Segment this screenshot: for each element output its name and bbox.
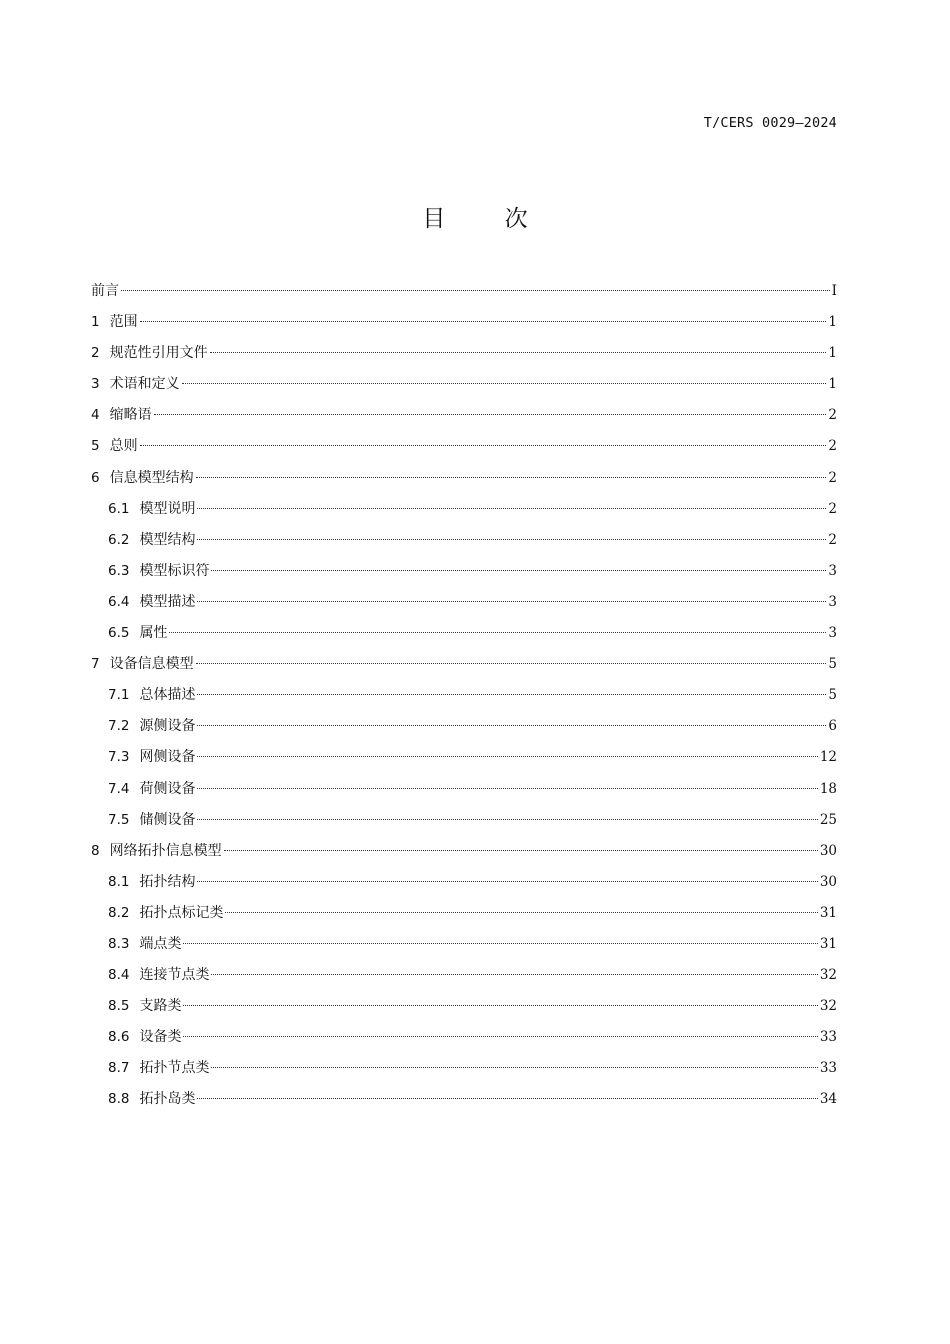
toc-entry-label: 支路类 (139, 998, 182, 1015)
toc-entry-number: 8.4 (108, 967, 130, 984)
toc-entry-label: 连接节点类 (139, 967, 210, 984)
toc-entry-page: 31 (819, 935, 837, 952)
toc-entry[interactable] (91, 649, 837, 680)
toc-entry[interactable] (91, 680, 837, 711)
toc-entry-label: 缩略语 (109, 407, 152, 424)
dot-leader (169, 632, 826, 633)
toc-entry-label: 网侧设备 (139, 749, 196, 766)
toc-entry-label: 拓扑点标记类 (139, 904, 224, 921)
table-of-contents (91, 276, 837, 1116)
dot-leader (224, 850, 818, 851)
toc-entry-page: 2 (828, 500, 837, 517)
toc-entry-page: 2 (828, 531, 837, 548)
toc-entry-label: 网络拓扑信息模型 (109, 842, 222, 859)
dot-leader (197, 788, 817, 789)
toc-entry-page: 32 (819, 998, 837, 1015)
dot-leader (140, 445, 827, 446)
dot-leader (197, 756, 817, 757)
toc-entry-number: 6.5 (108, 625, 130, 642)
dot-leader (197, 539, 826, 540)
dot-leader (197, 881, 817, 882)
toc-entry-label: 拓扑节点类 (139, 1060, 210, 1077)
toc-entry[interactable] (91, 463, 837, 494)
toc-entry-label: 术语和定义 (109, 376, 180, 393)
toc-entry[interactable] (91, 276, 837, 307)
toc-entry-page: 1 (828, 314, 837, 331)
toc-entry-page: 32 (819, 967, 837, 984)
toc-entry[interactable] (91, 929, 837, 960)
toc-entry-label: 范围 (109, 314, 138, 331)
toc-entry-number: 7.2 (108, 718, 130, 735)
toc-entry-page: 33 (819, 1060, 837, 1077)
toc-entry-page: 3 (828, 593, 837, 610)
toc-entry-number: 4 (91, 407, 100, 424)
toc-entry[interactable] (91, 991, 837, 1022)
dot-leader (225, 912, 817, 913)
toc-entry-label: 总则 (109, 438, 138, 455)
toc-entry[interactable] (91, 307, 837, 338)
toc-entry-number: 7.4 (108, 780, 130, 797)
toc-entry-number: 7.5 (108, 811, 130, 828)
dot-leader (197, 819, 817, 820)
toc-entry-page: 2 (828, 438, 837, 455)
toc-entry-label: 总体描述 (139, 687, 196, 704)
toc-entry-number: 7 (91, 656, 100, 673)
toc-entry-label: 拓扑岛类 (139, 1091, 196, 1108)
toc-entry[interactable] (91, 1022, 837, 1053)
toc-entry[interactable] (91, 774, 837, 805)
dot-leader (197, 601, 826, 602)
toc-entry-number: 8.3 (108, 935, 130, 952)
toc-entry[interactable] (91, 525, 837, 556)
toc-entry-page: 33 (819, 1029, 837, 1046)
toc-entry-number: 8.5 (108, 998, 130, 1015)
dot-leader (211, 974, 817, 975)
toc-entry-number: 6.3 (108, 562, 130, 579)
toc-entry[interactable] (91, 867, 837, 898)
toc-entry-number: 6 (91, 469, 100, 486)
toc-entry[interactable] (91, 805, 837, 836)
toc-entry-page: 18 (819, 780, 837, 797)
toc-entry[interactable] (91, 431, 837, 462)
toc-entry-label: 端点类 (139, 935, 182, 952)
toc-entry-page: 5 (828, 687, 837, 704)
toc-entry-label: 信息模型结构 (109, 469, 194, 486)
toc-entry-label: 模型描述 (139, 593, 196, 610)
toc-entry-label: 储侧设备 (139, 811, 196, 828)
dot-leader (197, 694, 826, 695)
toc-entry[interactable] (91, 494, 837, 525)
toc-entry-number: 5 (91, 438, 100, 455)
toc-entry-number: 7.1 (108, 687, 130, 704)
toc-entry-page: 1 (828, 345, 837, 362)
page-title: 目 次 (422, 206, 554, 232)
toc-entry[interactable] (91, 400, 837, 431)
dot-leader (121, 290, 830, 291)
toc-entry-number: 2 (91, 345, 100, 362)
toc-entry-page: 25 (819, 811, 837, 828)
toc-entry-number: 1 (91, 314, 100, 331)
toc-entry-page: 31 (819, 904, 837, 921)
toc-entry-page: 30 (819, 842, 837, 859)
dot-leader (183, 1036, 817, 1037)
toc-entry-page: 2 (828, 469, 837, 486)
dot-leader (197, 725, 826, 726)
toc-entry[interactable] (91, 587, 837, 618)
toc-entry-number: 7.3 (108, 749, 130, 766)
toc-entry-number: 3 (91, 376, 100, 393)
toc-entry[interactable] (91, 898, 837, 929)
dot-leader (183, 943, 817, 944)
toc-entry-page: 34 (819, 1091, 837, 1108)
toc-entry[interactable] (91, 711, 837, 742)
toc-entry-label: 模型结构 (139, 531, 196, 548)
toc-entry-label: 拓扑结构 (139, 873, 196, 890)
toc-entry-label: 源侧设备 (139, 718, 196, 735)
dot-leader (211, 570, 826, 571)
dot-leader (182, 383, 827, 384)
toc-entry-page: 6 (828, 718, 837, 735)
toc-entry-number: 8.6 (108, 1029, 130, 1046)
toc-entry-page: 5 (828, 656, 837, 673)
dot-leader (196, 663, 827, 664)
toc-entry-label: 荷侧设备 (139, 780, 196, 797)
toc-entry-label: 模型说明 (139, 500, 196, 517)
toc-entry-label: 设备类 (139, 1029, 182, 1046)
dot-leader (197, 508, 826, 509)
toc-entry-number: 8.2 (108, 904, 130, 921)
toc-entry-number: 6.2 (108, 531, 130, 548)
toc-entry-page: 1 (828, 376, 837, 393)
toc-entry-number: 6.4 (108, 593, 130, 610)
toc-entry[interactable] (91, 836, 837, 867)
toc-entry-page: I (831, 283, 837, 299)
toc-entry[interactable] (91, 338, 837, 369)
dot-leader (196, 477, 827, 478)
toc-entry[interactable] (91, 369, 837, 400)
toc-entry[interactable] (91, 618, 837, 649)
toc-entry-label: 前言 (91, 283, 119, 299)
toc-entry-number: 8.8 (108, 1091, 130, 1108)
toc-entry-page: 3 (828, 625, 837, 642)
toc-entry-number: 8.1 (108, 873, 130, 890)
toc-entry-label: 规范性引用文件 (109, 345, 208, 362)
document-code: T/CERS 0029—2024 (703, 115, 837, 131)
toc-entry[interactable] (91, 1053, 837, 1084)
dot-leader (211, 1067, 817, 1068)
dot-leader (154, 414, 827, 415)
dot-leader (183, 1005, 817, 1006)
toc-entry[interactable] (91, 960, 837, 991)
toc-entry-label: 设备信息模型 (109, 656, 194, 673)
dot-leader (210, 352, 827, 353)
dot-leader (140, 321, 827, 322)
toc-entry-page: 12 (819, 749, 837, 766)
toc-entry-page: 3 (828, 562, 837, 579)
toc-entry-page: 30 (819, 873, 837, 890)
toc-entry[interactable] (91, 742, 837, 773)
toc-entry-number: 8 (91, 842, 100, 859)
toc-entry-number: 8.7 (108, 1060, 130, 1077)
toc-entry[interactable] (91, 1084, 837, 1115)
dot-leader (197, 1098, 817, 1099)
toc-entry-label: 模型标识符 (139, 562, 210, 579)
toc-entry-page: 2 (828, 407, 837, 424)
toc-entry-number: 6.1 (108, 500, 130, 517)
toc-entry-label: 属性 (139, 625, 168, 642)
toc-entry[interactable] (91, 556, 837, 587)
